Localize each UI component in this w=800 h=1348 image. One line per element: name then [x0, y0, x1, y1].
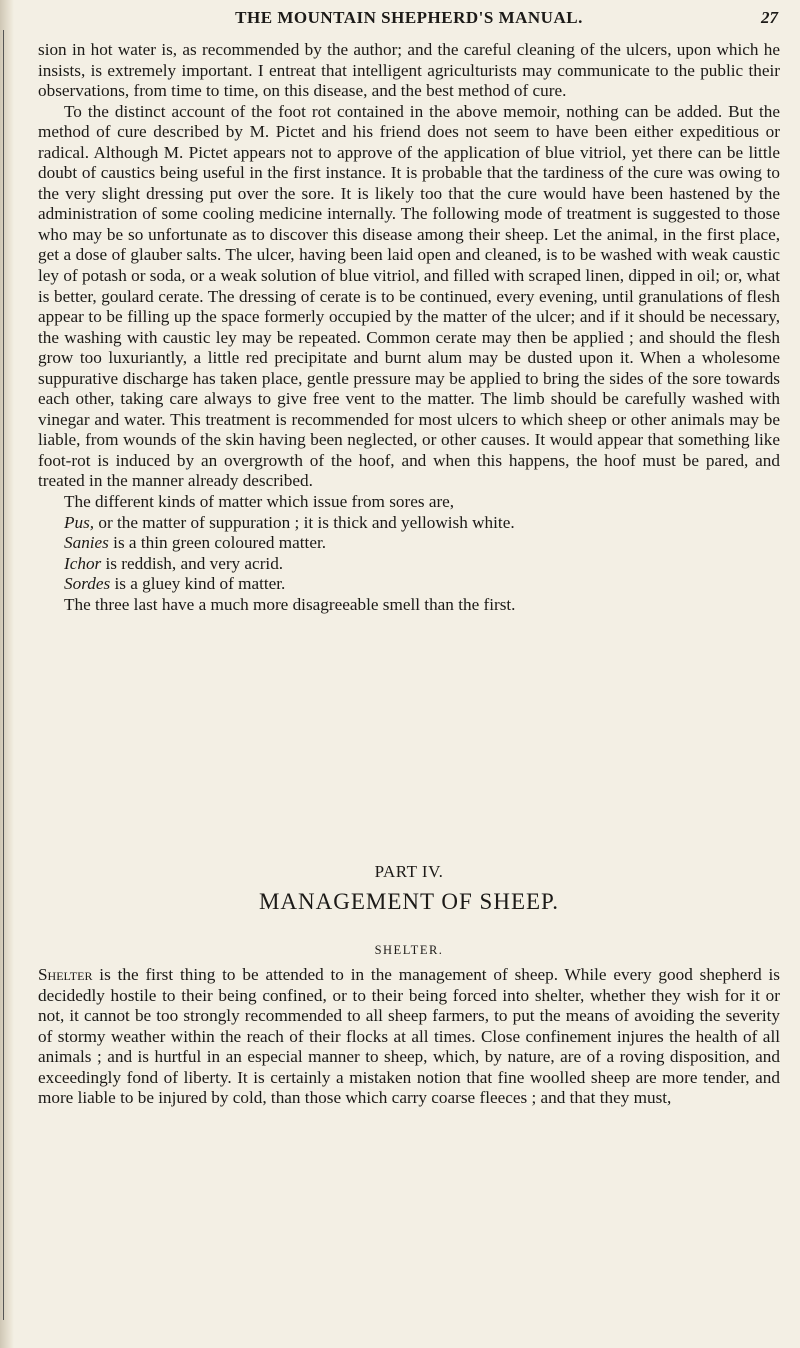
definition-pus	[38, 513, 780, 534]
book-spine-shadow	[0, 0, 14, 1348]
definition-sordes-text: is a gluey kind of matter.	[110, 574, 286, 594]
definition-ichor	[38, 554, 780, 575]
paragraph-shelter	[38, 965, 780, 1109]
spine-edge-line	[3, 30, 4, 1320]
definition-sanies-text: is a thin green coloured matter.	[108, 533, 327, 553]
term-sanies: Sanies	[64, 533, 109, 553]
section-text	[38, 965, 780, 1109]
term-ichor: Ichor	[64, 553, 102, 573]
paragraph-matter-kinds: The different kinds of matter which issue from sores are,	[64, 492, 455, 512]
body-text	[38, 40, 780, 615]
term-pus: Pus,	[64, 512, 95, 532]
paragraph-foot-rot-treatment: To the distinct account of the foot rot contained in the above memoir, nothing can be added. But the method of cure described by M. Pictet and his friend does not seem to have been either expeditious or radical. Although M. Pictet appears not to approve of the application of blue vitriol, yet there can be little doubt of caustics being useful in the first instance. It is probable that the tardiness of the cure was owing to the very slight dressing put over the sore. It is likely too that the cure would have been hastened by the administration of some cooling medicine internally. The following mode of treatment is suggested to those who may be so unfortunate as to discover this disease among their sheep. Let the animal, in the first place, get a dose of glauber salts. The ulcer, having been laid open and cleaned, is to be washed with weak caustic ley of potash or soda, or a weak solution of blue vitriol, and filled with scraped linen, dipped in oil; or, what is better, goulard cerate. The dressing of cerate is to be continued, every evening, until granulations of flesh appear to be filling up the space formerly occupied by the matter of the ulcer; and if it should be necessary, the washing with caustic ley may be repeated. Common cerate may then be applied ; and should the flesh grow too luxuriantly, a little red precipitate and burnt alum may be dusted upon it. When a wholesome suppurative discharge has taken place, gentle pressure may be applied to bring the sides of the sore towards each other, taking care always to give free vent to the matter. The limb should be carefully washed with vinegar and water. This treatment is recommended for most ulcers to which sheep or other animals may be liable, from wounds of the skin having been neglected, or other causes. It would appear that something like foot-rot is induced by an overgrowth of the hoof, and when this happens, the hoof must be pared, and treated in the manner already described.	[38, 101, 780, 491]
section-heading: MANAGEMENT OF SHEEP.	[258, 889, 560, 914]
term-sordes: Sordes	[64, 574, 111, 594]
sub-heading: SHELTER.	[374, 943, 444, 957]
part-heading: PART IV.	[374, 862, 444, 881]
definition-ichor-text: is reddish, and very acrid.	[101, 553, 284, 573]
running-header	[38, 8, 780, 30]
page-number: 27	[761, 8, 778, 27]
paragraph-shelter-text: is the first thing to be attended to in the management of sheep. While every good shepherd is decidedly hostile to their being confined, or to their being forced into shelter, whether they wish for it or not, it cannot be too strongly recommended to all sheep farmers, to put the means of avoiding the severity of stormy weather within the reach of their flocks at all times. Close confinement injures the health of all animals ; and is hurtful in an especial manner to sheep, which, by nature, are of a roving disposition, and exceedingly fond of liberty. It is certainly a mistaken notion that fine woolled sheep are more tender, and more liable to be injured by cold, than those which carry coarse fleeces ; and that they must,	[38, 965, 780, 1107]
paragraph-smell: The three last have a much more disagreeable smell than the first.	[64, 594, 516, 614]
paragraph-continuation: sion in hot water is, as recommended by the author; and the careful cleaning of the ulcers, upon which he insists, is extremely important. I entreat that intelligent agriculturists may communicate to the public their observations, from time to time, on this disease, and the best method of cure.	[38, 40, 780, 101]
lead-word: Shelter	[38, 965, 93, 984]
definition-pus-text: or the matter of suppuration ; it is thick and yellowish white.	[94, 512, 515, 532]
definition-sordes	[38, 574, 780, 595]
book-page	[38, 0, 780, 1348]
running-title: THE MOUNTAIN SHEPHERD'S MANUAL.	[235, 8, 583, 27]
definition-sanies	[38, 533, 780, 554]
